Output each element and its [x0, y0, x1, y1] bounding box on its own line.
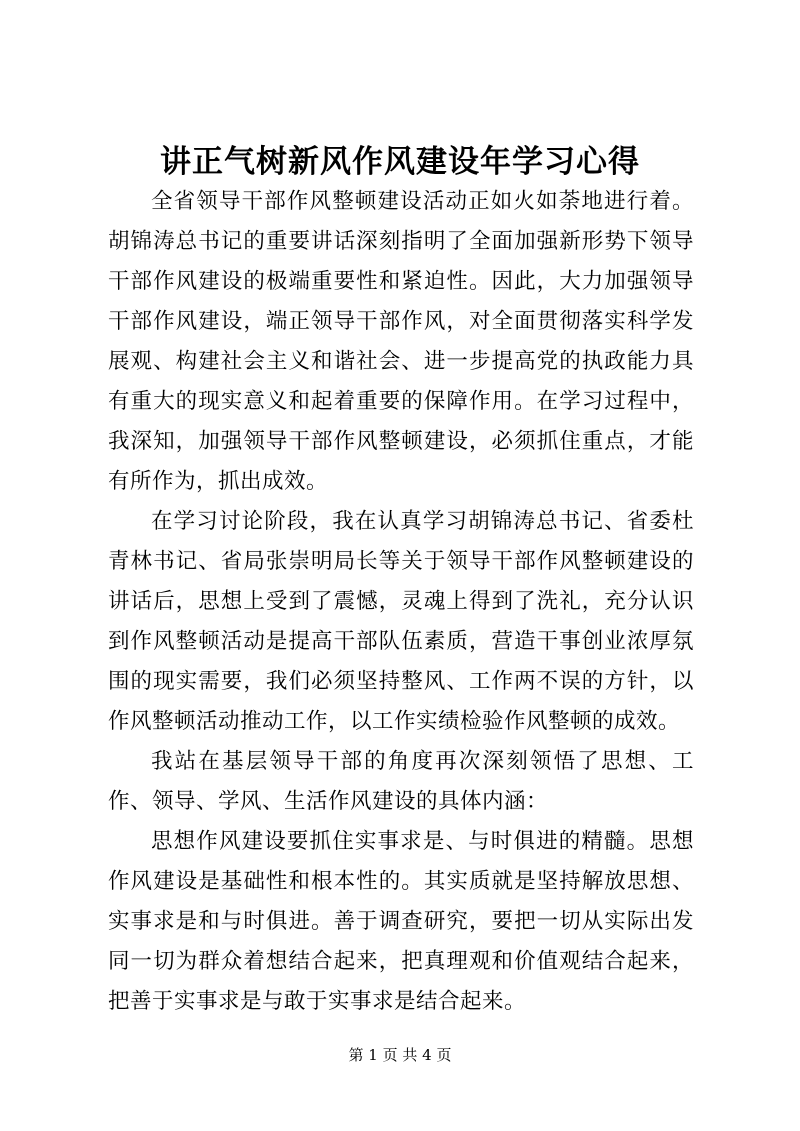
paragraph-2: 在学习讨论阶段，我在认真学习胡锦涛总书记、省委杜青林书记、省局张崇明局长等关于领导干部作风整顿建设的讲话后，思想上受到了震憾，灵魂上得到了洗礼，充分认识到作风整顿活动是提高干部队伍素质，营造干事创业浓厚氛围的现实需要，我们必须坚持整风、工作两不误的方针，以作风整顿活动推动工作，以工作实绩检验作风整顿的成效。	[108, 509, 694, 734]
page-footer: 第 1 页 共 4 页	[348, 1046, 452, 1064]
paragraph-1: 全省领导干部作风整顿建设活动正如火如荼地进行着。胡锦涛总书记的重要讲话深刻指明了全面加强新形势下领导干部作风建设的极端重要性和紧迫性。因此，大力加强领导干部作风建设，端正领导干部作风，对全面贯彻落实科学发展观、构建社会主义和谐社会、进一步提高党的执政能力具有重大的现实意义和起着重要的保障作用。在学习过程中，我深知，加强领导干部作风整顿建设，必须抓住重点，才能有所作为，抓出成效。	[108, 189, 694, 494]
document-body	[108, 182, 694, 1022]
paragraph-4: 思想作风建设要抓住实事求是、与时俱进的精髓。思想作风建设是基础性和根本性的。其实质就是坚持解放思想、实事求是和与时俱进。善于调查研究，要把一切从实际出发同一切为群众着想结合起来，把真理观和价值观结合起来，把善于实事求是与敢于实事求是结合起来。	[108, 829, 694, 1014]
document-title: 讲正气树新风作风建设年学习心得	[160, 144, 640, 180]
paragraph-3: 我站在基层领导干部的角度再次深刻领悟了思想、工作、领导、学风、生活作风建设的具体内涵：	[108, 749, 694, 814]
